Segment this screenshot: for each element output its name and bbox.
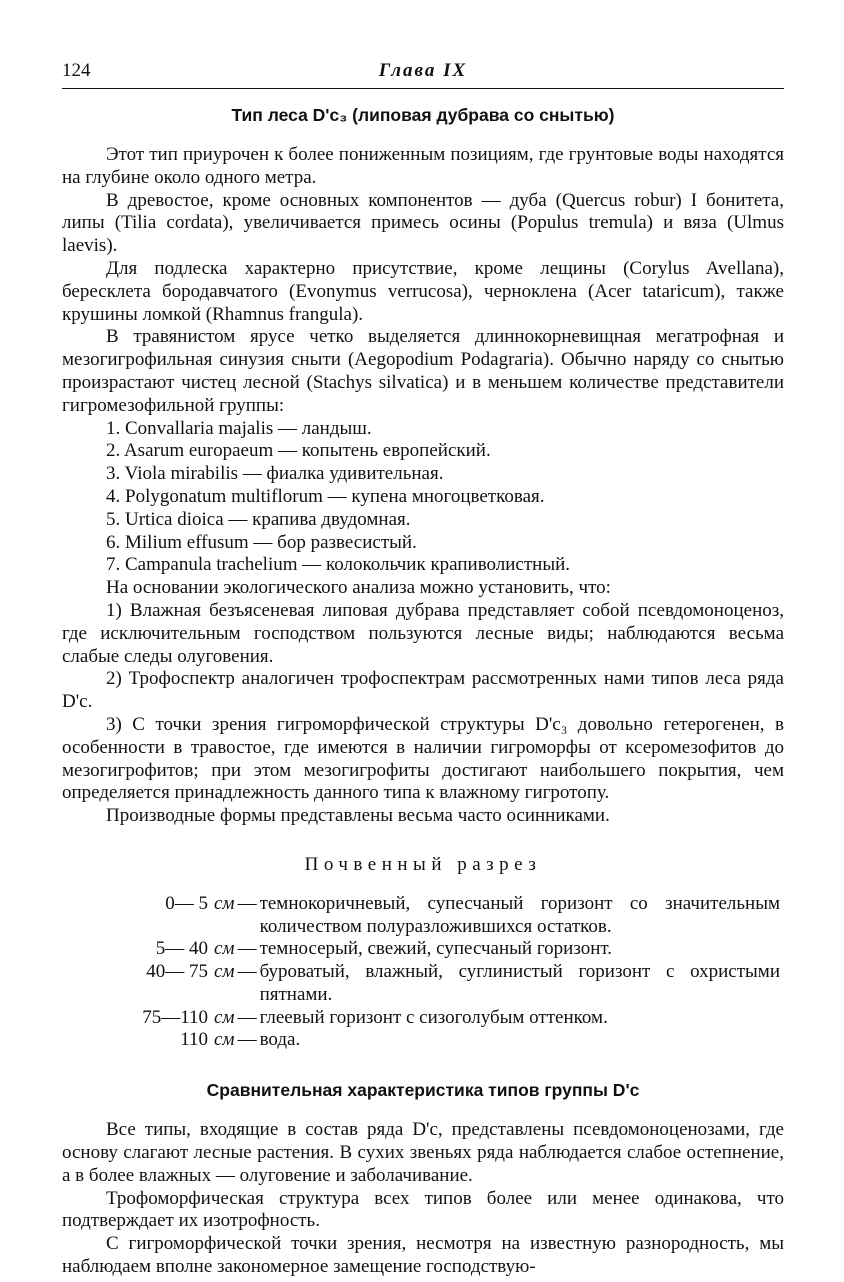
dash: —: [237, 1006, 257, 1028]
soil-unit: см: [214, 1006, 235, 1028]
paragraph: Все типы, входящие в состав ряда D'c, представлены псевдомоноценозами, где основу слагают лесные растения. В сухих звеньях ряда наблюдается слабое остепнение, а в более влажных — олуговение и заболачивание.: [62, 1119, 784, 1186]
soil-description: вода.: [259, 1029, 301, 1051]
dash: —: [237, 938, 257, 960]
soil-description: темнокоричневый, супесчаный горизонт со значительным количеством полуразложившихся остатков.: [259, 892, 780, 937]
soil-unit: см: [214, 1029, 235, 1051]
species-item: 6. Milium effusum — бор развесистый.: [106, 531, 417, 553]
dash: —: [237, 961, 257, 983]
paragraph: В древостое, кроме основных компонентов — дуба (Quercus robur) I бонитета, липы (Tilia cordata), увеличивается примесь осины (Populus tremula) и вяза (Ulmus laevis).: [62, 189, 784, 257]
species-item: 1. Convallaria majalis — ландыш.: [106, 417, 372, 439]
section-heading-comparison: Сравнительная характеристика типов группы D'c: [206, 1080, 640, 1101]
soil-description: буроватый, влажный, суглинистый горизонт с охристыми пятнами.: [259, 961, 780, 1005]
soil-unit: см: [214, 961, 235, 983]
soil-depth: 0— 5: [165, 892, 208, 914]
paragraph: С гигроморфической точки зрения, несмотря на известную разнородность, мы наблюдаем вполне закономерное замещение господствую-: [62, 1233, 784, 1278]
soil-depth: 75—110: [142, 1006, 208, 1028]
conclusion-item: 3) С точки зрения гигроморфической структуры D'c₃ довольно гетерогенен, в особенности в травостое, где имеются в наличии гигроморфы от ксеромезофитов до мезогигрофитов; при этом мезогигрофиты достигают наибольшего покрытия, чем определяется принадлежность данного типа к влажному гигротопу.: [62, 713, 784, 804]
conclusion-item: 2) Трофоспектр аналогичен трофоспектрам рассмотренных нами типов леса ряда D'c.: [62, 668, 784, 713]
soil-depth: 5— 40: [155, 938, 208, 960]
soil-depth: 110: [180, 1029, 208, 1051]
species-list: [62, 418, 784, 578]
section-body: [62, 1119, 784, 1279]
analysis-intro: На основании экологического анализа можно установить, что:: [106, 577, 611, 599]
species-item: 7. Campanula trachelium — колокольчик крапиволистный.: [106, 554, 571, 576]
soil-row: [62, 961, 784, 1007]
dash: —: [237, 1029, 257, 1051]
running-header: [62, 60, 784, 89]
conclusion-item: 1) Влажная безъясеневая липовая дубрава представляет собой псевдомоноценоз, где исключительным господством пользуются лесные виды; наблюдаются весьма слабые следы олуговения.: [62, 599, 784, 667]
soil-row: [62, 893, 784, 939]
soil-profile-table: [62, 893, 784, 1053]
page-number: 124: [62, 60, 91, 81]
paragraph: В травянистом ярусе четко выделяется длиннокорневищная мегатрофная и мезогигрофильная синузия сныти (Aegopodium Podagraria). Обычно наряду со снытью произрастают чистец лесной (Stachys silvatica) и в меньшем количестве представители гигромезофильной группы:: [62, 326, 784, 416]
book-page: [62, 60, 784, 1279]
section-heading-forest-type: Тип леса D'c₃ (липовая дубрава со снытью): [231, 105, 615, 125]
species-item: 3. Viola mirabilis — фиалка удивительная.: [106, 463, 444, 485]
species-item: 4. Polygonatum multiflorum — купена многоцветковая.: [106, 485, 545, 507]
dash: —: [237, 892, 257, 914]
soil-description: глеевый горизонт с сизоголубым оттенком.: [259, 1006, 608, 1028]
soil-profile-title: Почвенный разрез: [304, 853, 542, 875]
soil-row: [62, 1007, 784, 1030]
soil-unit: см: [214, 938, 235, 960]
paragraph: Этот тип приурочен к более пониженным позициям, где грунтовые воды находятся на глубине около одного метра.: [62, 144, 784, 188]
soil-row: [62, 938, 784, 961]
paragraph: Трофоморфическая структура всех типов более или менее одинакова, что подтверждает их изотрофность.: [62, 1187, 784, 1232]
soil-depth: 40— 75: [146, 961, 208, 983]
soil-description: темносерый, свежий, супесчаный горизонт.: [259, 938, 613, 960]
conclusion-item: Производные формы представлены весьма часто осинниками.: [106, 805, 610, 827]
chapter-title: Глава IX: [378, 60, 468, 81]
species-item: 2. Asarum europaeum — копытень европейский.: [106, 440, 491, 462]
paragraph: Для подлеска характерно присутствие, кроме лещины (Corylus Avellana), бересклета бородавчатого (Evonymus verrucosa), черноклена (Acer tataricum), также крушины ломкой (Rhamnus frangula).: [62, 257, 784, 325]
soil-row: [62, 1029, 784, 1052]
section-body: [62, 144, 784, 828]
soil-unit: см: [214, 892, 235, 914]
species-item: 5. Urtica dioica — крапива двудомная.: [106, 508, 411, 530]
